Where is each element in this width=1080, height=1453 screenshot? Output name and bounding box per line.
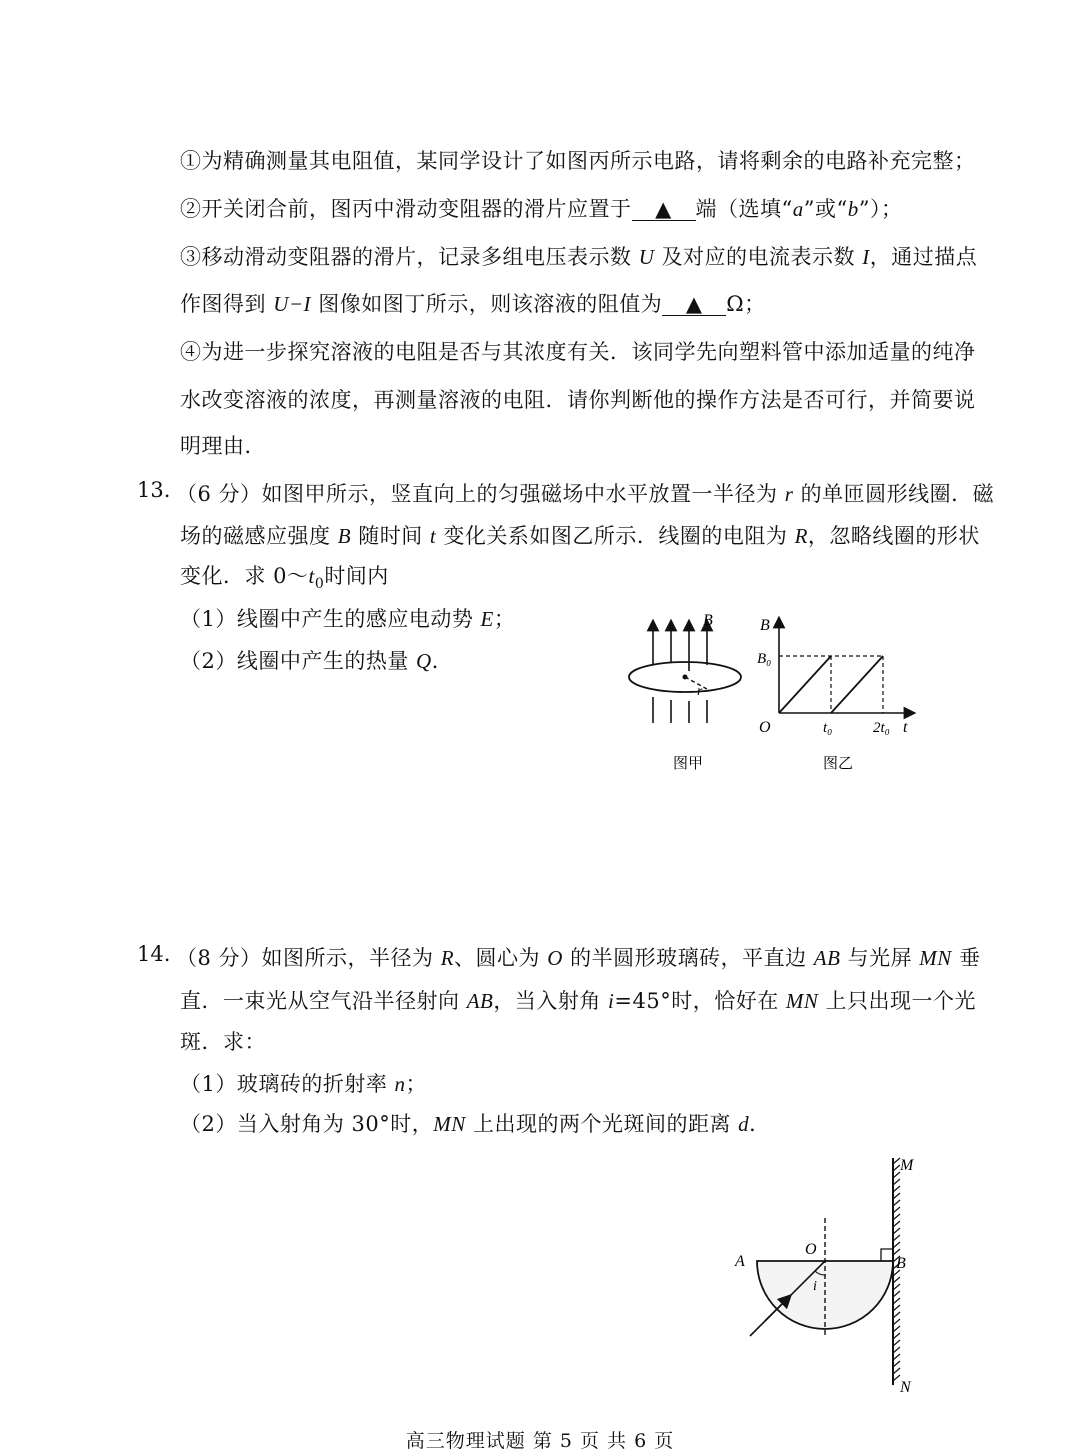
- q13-part1: （1）线圈中产生的感应电动势 E；: [180, 607, 516, 631]
- label-N: N: [900, 1379, 911, 1396]
- page-footer: 高三物理试题 第 5 页 共 6 页: [405, 1430, 675, 1452]
- hatch-mark: [893, 1207, 900, 1213]
- hatch-mark: [893, 1340, 900, 1346]
- field-lines-lower: [653, 697, 707, 723]
- tick-t0: t₀: [823, 720, 833, 736]
- hatch-mark: [893, 1333, 900, 1339]
- label-O: O: [805, 1241, 817, 1258]
- hatch-mark: [893, 1186, 900, 1192]
- q12-sub1: ①为精确测量其电阻值，某同学设计了如图丙所示电路，请将剩余的电路补充完整；: [180, 149, 976, 173]
- tick-B0: B₀: [757, 651, 772, 667]
- hatch-mark: [893, 1354, 900, 1360]
- hatch-mark: [893, 1228, 900, 1234]
- hatch-mark: [893, 1158, 900, 1164]
- q13-line1: （6 分）如图甲所示，竖直向上的匀强磁场中水平放置一半径为 r 的单匝圆形线圈．磁: [176, 482, 995, 506]
- hatch-mark: [893, 1235, 900, 1241]
- hatch-mark: [893, 1375, 900, 1381]
- figure-glass-brick: [725, 1150, 935, 1400]
- hatch-mark: [893, 1277, 900, 1283]
- axis-label-B: B: [760, 617, 770, 634]
- hatch-mark: [893, 1214, 900, 1220]
- q13-line3: 变化．求 $0\sim t_0$时间内: [180, 564, 389, 593]
- hatch-mark: [893, 1221, 900, 1227]
- label-r: r: [697, 684, 703, 699]
- right-angle-marker: [881, 1249, 893, 1261]
- q12-sub4-line2: 水改变溶液的浓度，再测量溶液的电阻．请你判断他的操作方法是否可行，并简要说: [180, 388, 976, 412]
- q13-part2: （2）线圈中产生的热量 Q．: [180, 649, 454, 673]
- hatch-mark: [893, 1347, 900, 1353]
- q14-line2: 直．一束光从空气沿半径射向 AB，当入射角 i=45°时，恰好在 MN 上只出现一个光: [180, 989, 977, 1013]
- figure-yi: [755, 610, 920, 780]
- answer-blank: ▲: [662, 294, 726, 316]
- q12-sub2: ②开关闭合前，图丙中滑动变阻器的滑片应置于 ▲ 端（选填“a”或“b”）；: [180, 197, 903, 221]
- hatch-mark: [893, 1298, 900, 1304]
- label-B: B: [703, 612, 713, 629]
- label-B: B: [896, 1255, 906, 1272]
- q14-line3: 斑．求：: [180, 1030, 266, 1054]
- hatch-mark: [893, 1242, 900, 1248]
- figure-jia: [615, 605, 755, 780]
- hatch-mark: [893, 1326, 900, 1332]
- q12-sub3-line1: ③移动滑动变阻器的滑片，记录多组电压表示数 U 及对应的电流表示数 I，通过描点: [180, 245, 978, 269]
- caption-jia: 图甲: [673, 754, 704, 772]
- hatch-mark: [893, 1179, 900, 1185]
- radius-line: [685, 677, 707, 689]
- q14-line1: （8 分）如图所示，半径为 R、圆心为 O 的半圆形玻璃砖，平直边 AB 与光屏 MN 垂: [176, 946, 981, 970]
- q12-sub3-line2: 作图得到 U−I 图像如图丁所示，则该溶液的阻值为 ▲ Ω；: [180, 292, 766, 316]
- q14-part2: （2）当入射角为 30°时，MN 上出现的两个光斑间的距离 d．: [180, 1112, 771, 1136]
- graph-dashes: [779, 656, 883, 713]
- label-i: i: [813, 1279, 817, 1294]
- hatch-mark: [893, 1291, 900, 1297]
- label-A: A: [735, 1253, 745, 1270]
- q12-sub4-line1: ④为进一步探究溶液的电阻是否与其浓度有关．该同学先向塑料管中添加适量的纯净: [180, 340, 976, 364]
- hatch-mark: [893, 1319, 900, 1325]
- origin-O: O: [759, 719, 771, 736]
- caption-yi: 图乙: [823, 754, 854, 772]
- hatch-mark: [893, 1305, 900, 1311]
- answer-blank: ▲: [632, 199, 696, 221]
- tick-2t0: 2t₀: [873, 720, 890, 736]
- label-M: M: [900, 1157, 914, 1174]
- hatch-mark: [893, 1172, 900, 1178]
- hatch-mark: [893, 1368, 900, 1374]
- q13-number: 13.: [137, 478, 171, 502]
- hatch-mark: [893, 1165, 900, 1171]
- hatch-mark: [893, 1312, 900, 1318]
- axis-label-t: t: [903, 719, 908, 736]
- q14-number: 14.: [137, 942, 171, 966]
- q13-line2: 场的磁感应强度 B 随时间 t 变化关系如图乙所示．线圈的电阻为 R，忽略线圈的形状: [180, 524, 980, 548]
- hatch-mark: [893, 1284, 900, 1290]
- hatch-mark: [893, 1361, 900, 1367]
- q12-sub4-line3: 明理由．: [180, 434, 266, 458]
- q14-part1: （1）玻璃砖的折射率 n；: [180, 1072, 428, 1096]
- hatch-mark: [893, 1193, 900, 1199]
- hatch-mark: [893, 1200, 900, 1206]
